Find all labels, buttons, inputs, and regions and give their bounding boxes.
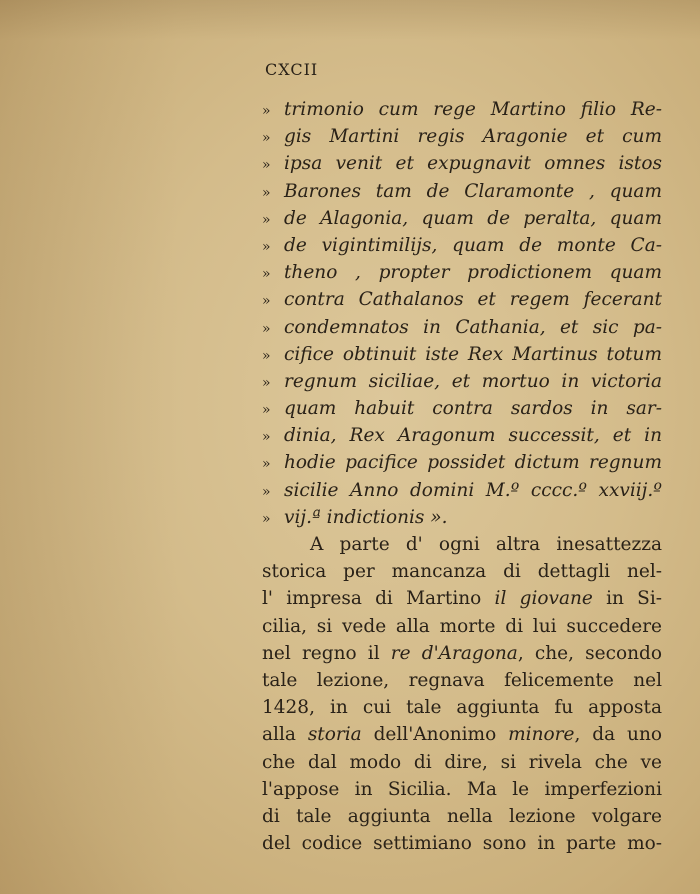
quote-text: ipsa venit et expugnavit omnes istos [284, 153, 662, 175]
paragraph-line: del codice settimiano sono in parte mo- [262, 833, 662, 855]
quote-text: vij.ª indictionis ». [284, 506, 448, 528]
paragraph-line: l'appose in Sicilia. Ma le imperfezioni [262, 778, 662, 800]
guillemet: » [262, 211, 271, 228]
paragraph-line: cilia, si vede alla morte di lui succedere [262, 615, 662, 637]
quote-line [262, 449, 662, 476]
quote-text: cifice obtinuit iste Rex Martinus totum [284, 343, 662, 365]
quote-text: regnum siciliae, et mortuo in victoria [284, 370, 662, 392]
guillemet: » [262, 374, 271, 391]
paragraph-line [262, 640, 662, 667]
italic-run: minore [508, 724, 575, 746]
guillemet: » [262, 103, 271, 119]
quote-line [262, 395, 662, 422]
quote-line [262, 368, 662, 395]
quote-text: hodie pacifice possidet dictum regnum [284, 452, 662, 474]
quote-text: Barones tam de Claramonte , quam [284, 180, 662, 202]
quote-text: quam habuit contra sardos in sar- [284, 398, 662, 420]
italic-run: re d'Aragona [390, 642, 518, 664]
text-run: l' impresa di Martino [262, 588, 495, 610]
guillemet: » [262, 456, 271, 473]
page-shadow-top [0, 0, 700, 40]
quote-line [262, 259, 662, 286]
guillemet: » [262, 293, 271, 310]
guillemet: » [262, 483, 271, 500]
guillemet: » [262, 320, 271, 337]
guillemet: » [262, 429, 271, 446]
paragraph-line: A parte d' ogni altra inesattezza [310, 534, 662, 555]
quote-text: de vigintimilijs, quam de monte Ca- [284, 234, 662, 256]
text-run: , che, secondo [517, 642, 662, 664]
guillemet: » [262, 184, 271, 201]
quote-line [262, 341, 662, 368]
quote-line [262, 150, 662, 177]
quote-line [262, 314, 662, 341]
paragraph-line [262, 721, 662, 748]
paragraph-line [262, 585, 662, 612]
quote-line [262, 178, 662, 205]
quote-line [262, 96, 662, 123]
italic-run: storia [307, 724, 362, 746]
quote-text: theno , propter prodictionem quam [284, 262, 662, 284]
guillemet: » [262, 402, 271, 419]
page-number: CXCII [265, 60, 319, 79]
quote-line [262, 232, 662, 259]
paragraph-line: tale lezione, regnava felicemente nel [262, 669, 662, 691]
guillemet: » [262, 347, 271, 364]
guillemet: » [262, 130, 271, 147]
text-run: in Si- [592, 588, 662, 610]
text-run: alla [262, 724, 308, 746]
guillemet: » [262, 238, 271, 255]
quote-line [262, 477, 662, 504]
text-block [262, 96, 662, 857]
quote-text: de Alagonia, quam de peralta, quam [284, 207, 662, 229]
guillemet: » [262, 157, 271, 174]
italic-run: il giovane [494, 588, 593, 610]
text-run: , da uno [574, 724, 662, 746]
quote-line [262, 422, 662, 449]
quote-text: trimonio cum rege Martino filio Re- [284, 99, 662, 120]
text-run: dell'Anonimo [361, 724, 509, 746]
paragraph-line: 1428, in cui tale aggiunta fu apposta [262, 697, 662, 719]
paragraph-line: di tale aggiunta nella lezione volgare [262, 805, 662, 827]
quote-line [262, 286, 662, 313]
guillemet: » [262, 266, 271, 283]
quote-text: sicilie Anno domini M.º cccc.º xxviij.º [284, 479, 662, 501]
quote-text: contra Cathalanos et regem fecerant [284, 289, 662, 311]
quote-line [262, 205, 662, 232]
page-shadow-left [0, 0, 180, 894]
paragraph-line: che dal modo di dire, si rivela che ve [262, 751, 662, 773]
text-run: nel regno il [262, 642, 391, 664]
quote-line [262, 123, 662, 150]
quote-text: gis Martini regis Aragonie et cum [284, 126, 662, 148]
quote-text: condemnatos in Cathania, et sic pa- [284, 316, 662, 338]
guillemet: » [262, 510, 271, 527]
paragraph-line: storica per mancanza di dettagli nel- [262, 561, 662, 583]
quote-line [262, 504, 662, 531]
quote-text: dinia, Rex Aragonum successit, et in [284, 425, 662, 447]
